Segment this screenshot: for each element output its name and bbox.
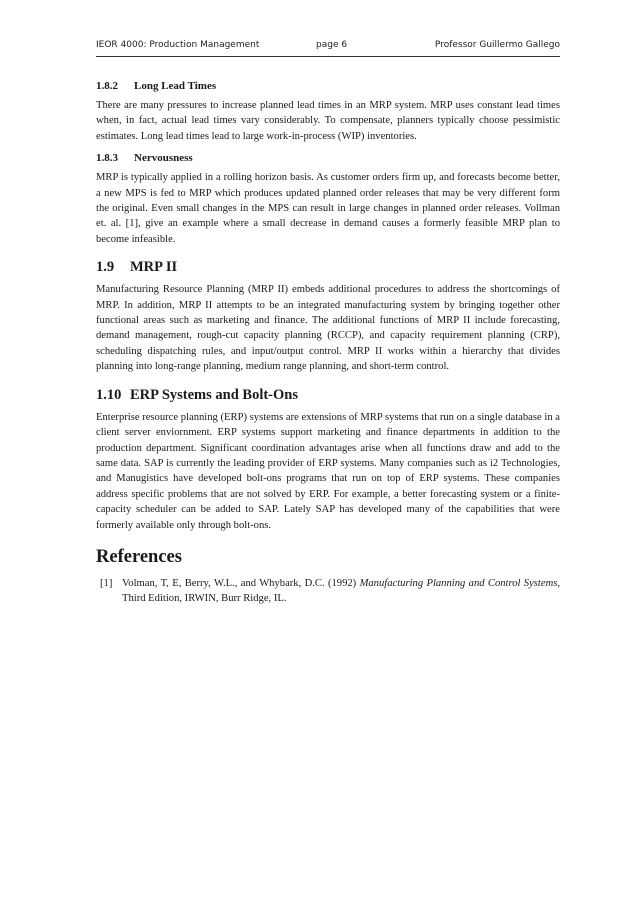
subsection-title: Long Lead Times — [134, 80, 217, 92]
section-number: 1.9 — [96, 259, 115, 276]
paragraph-mrp-ii: Manufacturing Resource Planning (MRP II) embeds additional procedures to address the shortcomings of MRP. In addition, MRP II attempts to be an integrated manufacturing system by bringing together other functional areas such as marketing and finance. The additional functions of MRP II include forecasting, demand management, rough-cut capacity planning (RCCP), and capacity requirement planning (CRP), scheduling dispatching rules, and input/output control. MRP II works within a hierarchy that divides planning into long-range planning, medium range planning, and short-term control. — [96, 284, 560, 373]
reference-authors: Volman, T, E, Berry, W.L., and Whybark, D.C. (1992) — [122, 577, 360, 589]
references-heading: References — [96, 546, 182, 567]
reference-text — [122, 576, 560, 607]
running-header — [96, 40, 560, 56]
header-page-number: page 6 — [316, 40, 348, 50]
header-author: Professor Guillermo Gallego — [434, 40, 560, 50]
section-heading-erp-systems — [96, 387, 560, 404]
section-title: MRP II — [130, 259, 178, 276]
section-number: 1.10 — [96, 386, 122, 403]
section-heading-mrp-ii — [96, 259, 560, 276]
header-rule — [96, 56, 560, 57]
page-body — [96, 72, 560, 607]
reference-item — [96, 576, 560, 607]
subsection-heading-long-lead-times — [96, 80, 560, 92]
reference-tag: [1] — [100, 577, 113, 589]
paragraph-nervousness: MRP is typically applied in a rolling horizon basis. As customer orders firm up, and forecasts become better, a new MPS is fed to MRP which produces updated planned order releases that may be very different form the original. Even small changes in the MPS can result in large changes in planned order releases. Vollman et. al. [1], give an example where a small decrease in demand causes a formerly feasible MRP plan to become infeasible. — [96, 172, 560, 245]
reference-book-title: Manufacturing Planning and Control Systems — [359, 577, 558, 589]
subsection-title: Nervousness — [134, 152, 193, 165]
subsection-number: 1.8.2 — [96, 80, 118, 92]
section-title: ERP Systems and Bolt-Ons — [130, 386, 298, 403]
paragraph-erp-systems: Enterprise resource planning (ERP) systems are extensions of MRP systems that run on a single database in a client server enviornment. ERP systems support marketing and finance departments in addition to the production department. Significant coordination advantages arise when all functions draw and add to the same data. SAP is currently the leading provider of ERP systems. Many companies such as i2 Technologies, and Manugistics have developed bolt-ons programs that run on top of ERP systems. These companies address specific problems that are not solved by ERP. For example, a better forecasting system or a finite-capacity scheduler can be added to SAP. Lately SAP has developed many of the capabilities that were formerly available only through bolt-ons. — [96, 411, 560, 531]
subsection-heading-nervousness — [96, 152, 560, 164]
subsection-number: 1.8.3 — [96, 152, 118, 165]
reference-publisher: , Third Edition, IRWIN, Burr Ridge, IL. — [122, 577, 561, 605]
header-course: IEOR 4000: Production Management — [96, 40, 260, 50]
paragraph-long-lead-times: There are many pressures to increase planned lead times in an MRP system. MRP uses constant lead times when, in fact, actual lead times vary considerably. To compensate, planners typically choose pessimistic estimates. Long lead times lead to large work-in-process (WIP) inventories. — [96, 100, 560, 142]
